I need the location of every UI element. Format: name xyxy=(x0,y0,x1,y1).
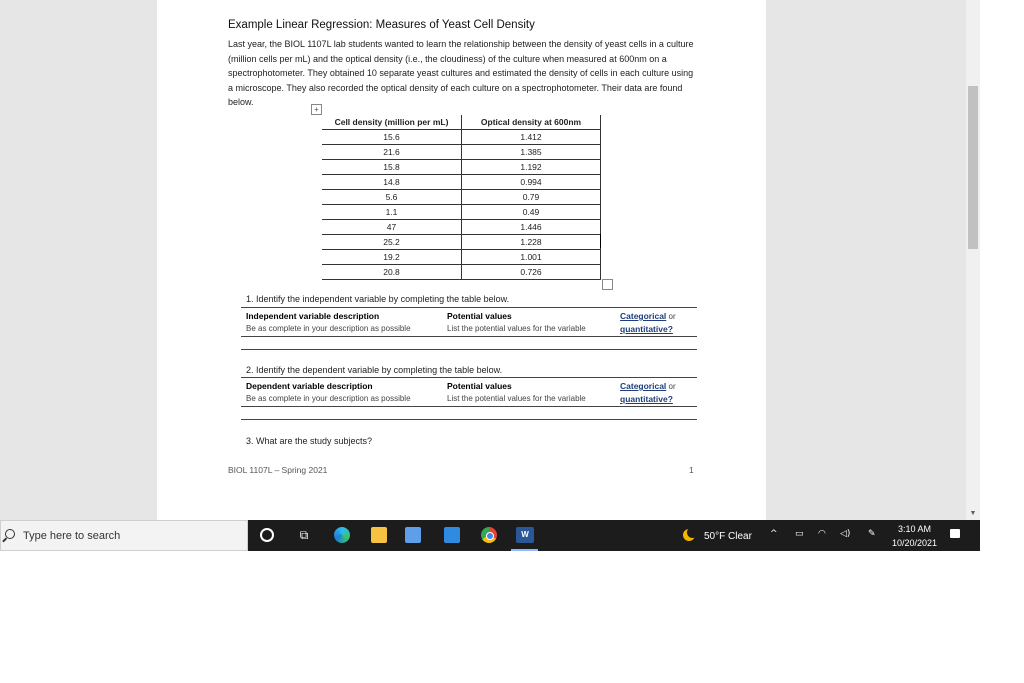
volume-icon[interactable]: ◁) xyxy=(840,529,851,539)
chrome-icon-center xyxy=(486,532,494,540)
optical-density-value: 1.192 xyxy=(462,160,601,175)
cell-density-value: 1.1 xyxy=(322,205,462,220)
optical-density-value: 1.446 xyxy=(462,220,601,235)
microsoft-store-icon[interactable] xyxy=(405,527,421,543)
active-app-indicator xyxy=(511,549,538,551)
header-cell: Potential values List the potential values for the variable xyxy=(447,381,586,403)
header-cell: Potential values List the potential values for the variable xyxy=(447,311,586,333)
vertical-scrollbar[interactable] xyxy=(966,0,980,520)
page-number: 1 xyxy=(689,465,694,475)
cell-density-value: 5.6 xyxy=(322,190,462,205)
question-3-prompt: 3. What are the study subjects? xyxy=(246,436,373,446)
cell-density-value: 25.2 xyxy=(322,235,462,250)
scroll-down-arrow-icon[interactable]: ▼ xyxy=(969,510,977,517)
column-header-cell-density: Cell density (million per mL) xyxy=(322,115,462,130)
table-row xyxy=(322,205,601,220)
table-row xyxy=(322,235,601,250)
column-header-optical-density: Optical density at 600nm xyxy=(462,115,601,130)
table-row xyxy=(322,130,601,145)
table-move-handle-icon[interactable]: + xyxy=(311,104,322,115)
moon-weather-icon[interactable] xyxy=(683,529,695,541)
optical-density-value: 0.726 xyxy=(462,265,601,280)
cell-density-value: 20.8 xyxy=(322,265,462,280)
table-row xyxy=(322,160,601,175)
table-row xyxy=(322,220,601,235)
table-row xyxy=(322,265,601,280)
pen-icon[interactable]: ✎ xyxy=(868,529,876,539)
optical-density-value: 0.994 xyxy=(462,175,601,190)
wifi-icon[interactable]: ◠ xyxy=(818,529,826,539)
search-placeholder: Type here to search xyxy=(23,530,121,542)
table-header-row xyxy=(241,377,697,407)
optical-density-value: 0.79 xyxy=(462,190,601,205)
file-explorer-icon[interactable] xyxy=(371,527,387,543)
cortana-icon[interactable] xyxy=(260,528,274,542)
word-app-icon[interactable]: W xyxy=(516,527,534,543)
document-heading: Example Linear Regression: Measures of Yeast Cell Density xyxy=(228,19,535,31)
header-cell: Dependent variable description Be as complete in your description as possible xyxy=(246,381,411,403)
edge-browser-icon[interactable] xyxy=(334,527,350,543)
optical-density-value: 1.412 xyxy=(462,130,601,145)
question-1-prompt: 1. Identify the independent variable by completing the table below. xyxy=(246,294,510,304)
intro-paragraph: Last year, the BIOL 1107L lab students wanted to learn the relationship between the density of yeast cells in a culture (million cells per mL) and the optical density (i.e., the cloudiness) of the culture when measured at 600nm on a spectrophotometer. They obtained 10 separate yeast cultures and estimated the density of cells in each culture using a microscope. They also recorded the optical density of each culture on a spectrophotometer. Their data are found below. xyxy=(228,39,694,107)
optical-density-value: 0.49 xyxy=(462,205,601,220)
header-cell: Categorical or quantitative? xyxy=(620,311,676,334)
clock-time[interactable]: 3:10 AM xyxy=(898,524,932,534)
yeast-data-table xyxy=(322,115,601,280)
header-cell: Independent variable description Be as complete in your description as possible xyxy=(246,311,411,333)
cell-density-value: 15.8 xyxy=(322,160,462,175)
answer-row[interactable] xyxy=(241,337,697,350)
independent-variable-table[interactable] xyxy=(241,307,697,350)
table-resize-handle[interactable] xyxy=(602,279,613,290)
answer-row[interactable] xyxy=(241,407,697,420)
search-icon xyxy=(5,529,15,539)
weather-text[interactable]: 50°F Clear xyxy=(704,531,752,542)
cell-density-value: 14.8 xyxy=(322,175,462,190)
cell-density-value: 15.6 xyxy=(322,130,462,145)
taskbar-search-box[interactable] xyxy=(0,520,248,551)
table-row xyxy=(322,190,601,205)
notification-center-icon[interactable] xyxy=(950,529,960,538)
task-view-icon[interactable]: ⧉ xyxy=(299,528,309,542)
text-cursor xyxy=(600,234,601,248)
windows-taskbar xyxy=(0,520,980,551)
clock-date[interactable]: 10/20/2021 xyxy=(892,538,938,548)
optical-density-value: 1.228 xyxy=(462,235,601,250)
table-row xyxy=(322,175,601,190)
table-header-row xyxy=(241,307,697,337)
mail-icon[interactable] xyxy=(444,527,460,543)
table-row xyxy=(322,145,601,160)
table-row xyxy=(322,250,601,265)
battery-icon[interactable]: ▭ xyxy=(795,529,804,539)
page-footer-course: BIOL 1107L – Spring 2021 xyxy=(228,465,328,475)
header-cell: Categorical or quantitative? xyxy=(620,381,676,404)
cell-density-value: 19.2 xyxy=(322,250,462,265)
optical-density-value: 1.385 xyxy=(462,145,601,160)
question-2-prompt: 2. Identify the dependent variable by completing the table below. xyxy=(246,365,503,375)
cell-density-value: 21.6 xyxy=(322,145,462,160)
cell-density-value: 47 xyxy=(322,220,462,235)
scrollbar-thumb[interactable] xyxy=(968,86,978,249)
optical-density-value: 1.001 xyxy=(462,250,601,265)
dependent-variable-table[interactable] xyxy=(241,377,697,420)
chevron-up-icon[interactable]: ^ xyxy=(770,529,778,539)
